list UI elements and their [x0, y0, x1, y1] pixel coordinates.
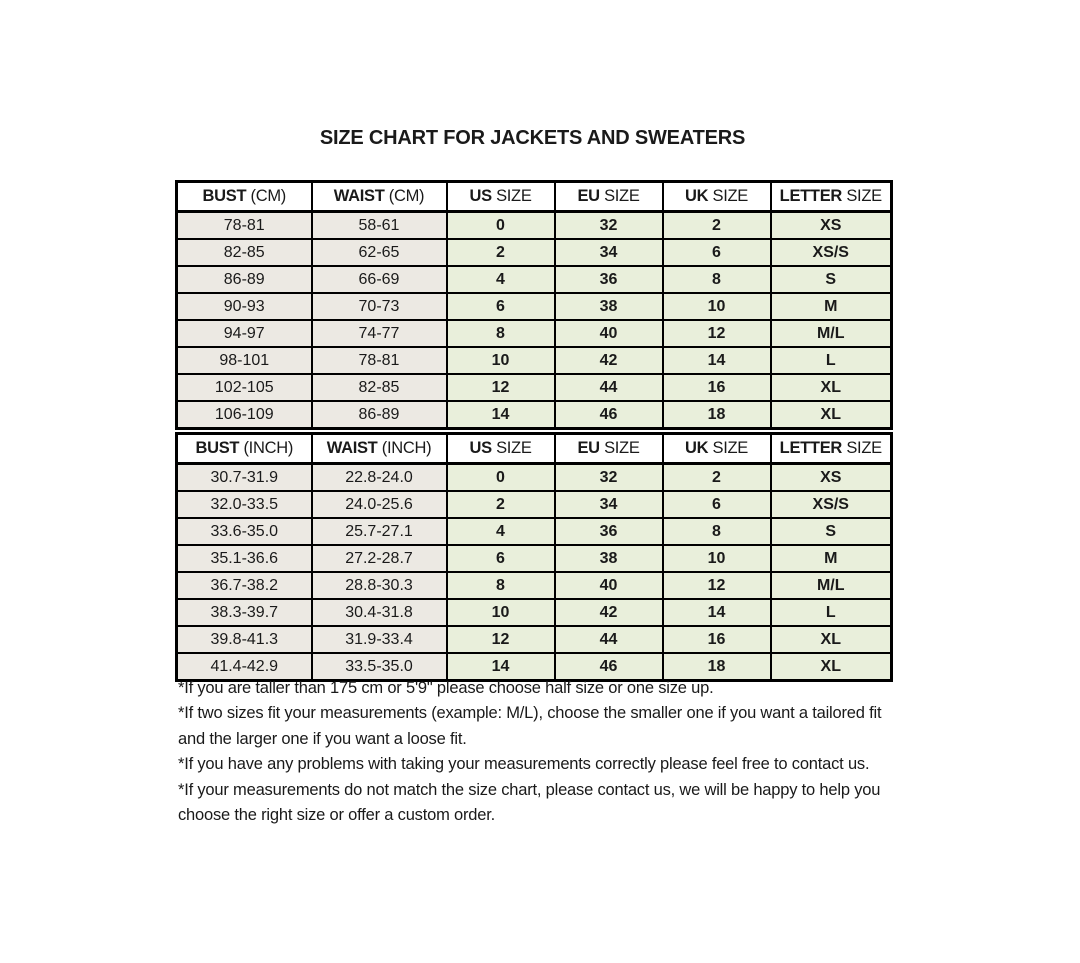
size-row: [177, 626, 892, 653]
measurement-cell: 98-101: [177, 347, 312, 374]
footnote: *If you have any problems with taking your measurements correctly please feel free to contact us.: [178, 755, 870, 774]
column-header: UK SIZE: [663, 182, 771, 212]
measurement-cell: 58-61: [312, 212, 447, 240]
measurement-cell: 30.7-31.9: [177, 464, 312, 492]
size-cell: 40: [555, 572, 663, 599]
size-cell: 40: [555, 320, 663, 347]
column-header: BUST (CM): [177, 182, 312, 212]
size-cell: 16: [663, 626, 771, 653]
size-row: [177, 545, 892, 572]
measurement-cell: 86-89: [177, 266, 312, 293]
measurement-cell: 78-81: [312, 347, 447, 374]
size-cell: 42: [555, 599, 663, 626]
size-cell: 32: [555, 212, 663, 240]
column-header: WAIST (CM): [312, 182, 447, 212]
measurement-cell: 62-65: [312, 239, 447, 266]
measurement-cell: 102-105: [177, 374, 312, 401]
size-cell: 10: [663, 545, 771, 572]
measurement-cell: 36.7-38.2: [177, 572, 312, 599]
size-cell: 6: [663, 239, 771, 266]
size-cell: M: [771, 545, 892, 572]
size-cell: 0: [447, 212, 555, 240]
size-cell: 10: [447, 347, 555, 374]
size-cell: 0: [447, 464, 555, 492]
footnote: *If two sizes fit your measurements (example: M/L), choose the smaller one if you want a tailored fit and the larger one if you want a loose fit.: [178, 704, 882, 748]
measurement-cell: 33.6-35.0: [177, 518, 312, 545]
size-cell: 46: [555, 401, 663, 429]
size-cell: 14: [447, 401, 555, 429]
size-cell: 6: [663, 491, 771, 518]
measurement-cell: 38.3-39.7: [177, 599, 312, 626]
measurement-cell: 31.9-33.4: [312, 626, 447, 653]
measurement-cell: 30.4-31.8: [312, 599, 447, 626]
size-cell: 10: [663, 293, 771, 320]
measurement-cell: 39.8-41.3: [177, 626, 312, 653]
column-header: EU SIZE: [555, 434, 663, 464]
size-row: [177, 320, 892, 347]
measurement-cell: 82-85: [312, 374, 447, 401]
size-row: [177, 464, 892, 492]
size-row: [177, 266, 892, 293]
column-header: LETTER SIZE: [771, 182, 892, 212]
size-cell: XS: [771, 212, 892, 240]
size-cell: 4: [447, 518, 555, 545]
size-cell: XS/S: [771, 239, 892, 266]
measurement-cell: 35.1-36.6: [177, 545, 312, 572]
size-row: [177, 347, 892, 374]
size-cell: 6: [447, 293, 555, 320]
column-header: UK SIZE: [663, 434, 771, 464]
size-row: [177, 293, 892, 320]
size-cell: 14: [447, 653, 555, 681]
size-cell: L: [771, 599, 892, 626]
measurement-cell: 28.8-30.3: [312, 572, 447, 599]
header-row: [177, 434, 892, 464]
measurement-cell: 41.4-42.9: [177, 653, 312, 681]
measurement-cell: 24.0-25.6: [312, 491, 447, 518]
column-header: US SIZE: [447, 182, 555, 212]
header-row: [177, 182, 892, 212]
column-header: EU SIZE: [555, 182, 663, 212]
size-cell: 42: [555, 347, 663, 374]
size-cell: M/L: [771, 572, 892, 599]
size-cell: 8: [663, 266, 771, 293]
size-cell: 34: [555, 239, 663, 266]
size-cell: 8: [663, 518, 771, 545]
size-cell: 2: [663, 464, 771, 492]
size-cell: 18: [663, 653, 771, 681]
column-header: WAIST (INCH): [312, 434, 447, 464]
size-cell: 36: [555, 266, 663, 293]
measurement-cell: 33.5-35.0: [312, 653, 447, 681]
size-row: [177, 401, 892, 429]
size-table-cm: [175, 180, 893, 430]
column-header: BUST (INCH): [177, 434, 312, 464]
size-cell: 2: [447, 239, 555, 266]
size-cell: 18: [663, 401, 771, 429]
measurement-cell: 66-69: [312, 266, 447, 293]
measurement-cell: 82-85: [177, 239, 312, 266]
measurement-cell: 32.0-33.5: [177, 491, 312, 518]
size-cell: 2: [663, 212, 771, 240]
measurement-cell: 90-93: [177, 293, 312, 320]
size-table-inch: [175, 432, 893, 682]
size-cell: M/L: [771, 320, 892, 347]
size-cell: XL: [771, 374, 892, 401]
size-cell: 4: [447, 266, 555, 293]
size-row: [177, 374, 892, 401]
measurement-cell: 27.2-28.7: [312, 545, 447, 572]
size-cell: 14: [663, 347, 771, 374]
size-cell: XL: [771, 626, 892, 653]
size-cell: 12: [447, 626, 555, 653]
size-cell: 38: [555, 293, 663, 320]
size-cell: XL: [771, 653, 892, 681]
size-row: [177, 518, 892, 545]
size-cell: S: [771, 518, 892, 545]
measurement-cell: 106-109: [177, 401, 312, 429]
size-cell: 36: [555, 518, 663, 545]
size-cell: 14: [663, 599, 771, 626]
size-cell: XS/S: [771, 491, 892, 518]
footnotes: [178, 676, 890, 828]
size-cell: 44: [555, 374, 663, 401]
size-cell: 46: [555, 653, 663, 681]
size-row: [177, 212, 892, 240]
size-row: [177, 572, 892, 599]
size-cell: XL: [771, 401, 892, 429]
size-cell: M: [771, 293, 892, 320]
size-cell: 12: [663, 320, 771, 347]
size-cell: XS: [771, 464, 892, 492]
size-cell: 2: [447, 491, 555, 518]
size-cell: 12: [447, 374, 555, 401]
size-cell: 38: [555, 545, 663, 572]
size-cell: 12: [663, 572, 771, 599]
size-cell: 8: [447, 320, 555, 347]
column-header: LETTER SIZE: [771, 434, 892, 464]
measurement-cell: 86-89: [312, 401, 447, 429]
measurement-cell: 74-77: [312, 320, 447, 347]
measurement-cell: 22.8-24.0: [312, 464, 447, 492]
size-cell: 8: [447, 572, 555, 599]
size-cell: 32: [555, 464, 663, 492]
measurement-cell: 78-81: [177, 212, 312, 240]
measurement-cell: 94-97: [177, 320, 312, 347]
size-row: [177, 491, 892, 518]
size-cell: 10: [447, 599, 555, 626]
footnote: *If your measurements do not match the size chart, please contact us, we will be happy to help you choose the right size or offer a custom order.: [178, 780, 881, 825]
size-cell: L: [771, 347, 892, 374]
size-cell: S: [771, 266, 892, 293]
size-row: [177, 239, 892, 266]
footnote: *If you are taller than 175 cm or 5'9" please choose half size or one size up.: [178, 679, 714, 697]
measurement-cell: 70-73: [312, 293, 447, 320]
measurement-cell: 25.7-27.1: [312, 518, 447, 545]
page-title: SIZE CHART FOR JACKETS AND SWEATERS: [319, 127, 746, 149]
size-cell: 16: [663, 374, 771, 401]
size-cell: 34: [555, 491, 663, 518]
size-row: [177, 599, 892, 626]
column-header: US SIZE: [447, 434, 555, 464]
size-cell: 6: [447, 545, 555, 572]
size-cell: 44: [555, 626, 663, 653]
